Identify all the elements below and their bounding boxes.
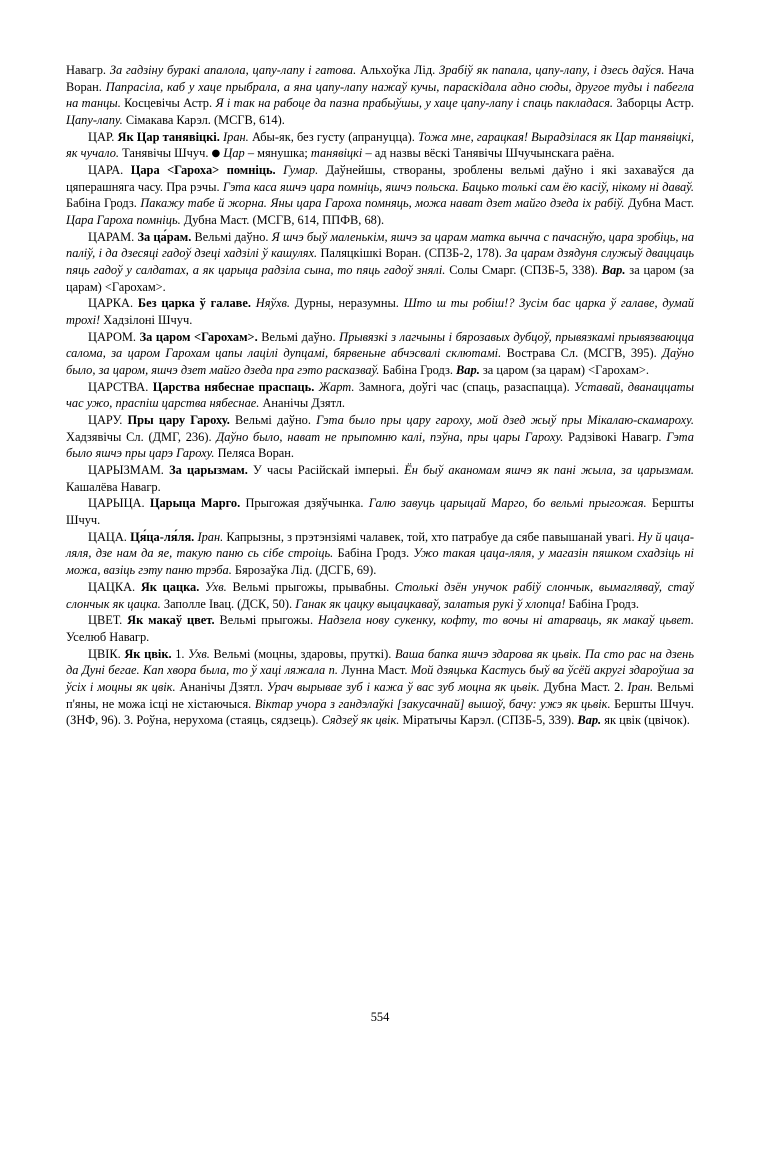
entry-text: Вар. [601, 263, 626, 278]
entry-text: Вострава Сл. (МСГВ, 395). [501, 346, 663, 361]
entry-text: Вар. [456, 363, 480, 378]
entry-text: Бершты Шчуч. [66, 496, 694, 528]
entry-text: ЦАРОМ. [88, 329, 140, 344]
entry-text: За гадзіну буракі апалола, цапу-лапу і гатова. [109, 63, 357, 77]
entry-text: Гумар. [275, 163, 326, 178]
entry-text: ЦАРЫЦА. [88, 496, 150, 511]
entry-text: ЦАЦА. [88, 529, 131, 544]
entry-text: ЦАРАМ. [88, 229, 138, 244]
entry-text: дванаццаты час ужо, праспіш царства нябеснае. [66, 379, 694, 411]
entry-text: Кашалёва Навагр. [66, 479, 161, 494]
entry-text: Жарт. [314, 379, 359, 394]
entry-text: Іран. [219, 129, 252, 144]
entry-text: ЦВІК. [88, 646, 125, 661]
entry-headword: Царыца Марго. [149, 496, 241, 511]
entry-text: Танявічы Шчуч. [119, 146, 212, 161]
entry-text: Міратычы Карэл. (СПЗБ-5, 339). [399, 713, 578, 728]
entry-text: Ухв. [199, 579, 233, 594]
entry-text: Прыгожая дзяўчынка. [240, 496, 369, 511]
entry-text: Даўно было, нават не прыпомню калі, пэўна, пры цары Гароху. [216, 429, 564, 444]
entry-text: Вельмі (моцны, здаровы, пруткі). [209, 646, 395, 661]
entry-text: Ганак як цацку выцацкаваў, залатыя рукі ў хлопца! [295, 596, 566, 611]
entry-text: Ужо такая цаца-ляля, у магазін пяшком схадзіць ні можа, вазіць гэту паню трэба. [66, 546, 694, 578]
entry-text: Наваг [66, 63, 97, 77]
entry-text: Я і так на рабоце да пазна прабыўшы, у хаце цапу-лапу і спаць пакладася. [215, 96, 613, 111]
entry-text: Дубна Маст. [624, 196, 694, 211]
dictionary-entry [66, 646, 694, 729]
entry-text: Вельмі даўно. [257, 329, 340, 344]
entry-text: Уселюб Навагр. [66, 629, 150, 644]
entry-text: Хадзілоні Шчуч. [100, 313, 193, 328]
entry-text: Капрызны, з прэтэнзіямі чалавек, той, хто патрабуе да сябе павышанай увагі. [226, 529, 638, 544]
entry-text: Бабіна Гродз. [66, 196, 141, 211]
entry-text: Ананічы Дзятл. [259, 396, 346, 411]
entry-headword: Без царка ў галаве. [137, 296, 251, 311]
entry-text: Даўно было, за царом, яшчэ дзет майго дзеда пра гэто расказваў. [66, 346, 694, 378]
entry-text: Папрасіла, каб у хаце прыбрала, а яна цапу-лапу нажаў кучы, параскідала адно сюды, другое туды і пабегла на танцы. [66, 79, 694, 111]
entry-text: Цапу-лапу. [66, 113, 123, 128]
entry-text: Даўнейшы, створаны, зроблены вельмі даўно і які захаваўся да цяперашняга часу. Пра рэчы. [66, 163, 694, 194]
entry-text: Пакажу табе й жорна. Яны цара Гароха помняць, можа нават дзет майго дзеда іх рабіў. [140, 196, 625, 211]
entry-text: Альхоўка Лід. [356, 63, 440, 77]
entry-text: ЦАЦКА. [88, 579, 141, 594]
entry-text: Мой дзяцька Кастусь быў ва ўсёй акругі здароўша за ўсіх і моцны як цвік. [66, 663, 695, 694]
entry-text: Дубна Маст. (МСГВ, 614, ППФВ, 68). [180, 213, 385, 228]
dictionary-entry [66, 295, 694, 328]
entry-text: Лунна Маст. [337, 663, 411, 678]
entry-text: Радзівокі Навагр. [563, 429, 667, 444]
entry-text: Солы Смарг. (СПЗБ-5, 338). [445, 263, 602, 278]
entry-text: Вельмі п'яны, не можа ісці не хістаючыся. [66, 679, 695, 711]
entry-text: Я шчэ быў маленькім, яшчэ за царам матка выччa с пачаснўю, цара зробіць, на паліў, і да дзесяці гадоў дзеці хадзілі ў кашулях. [66, 229, 694, 261]
entry-text: Прывязкі з лагчыны і бярозавых дубцоў, прывязкамі прывязваюцца салома, за царом Гарохам цапы лацілі дупцамі, бярвеньне абчэсвалі склютамі. [66, 329, 694, 361]
dictionary-entry [66, 62, 694, 129]
entry-text: Гэта было пры цару гароху, мой дзед жыў пры Мікалаю-скамароху. [316, 413, 694, 428]
entry-text: ЦАРКА. [88, 296, 138, 311]
entry-text: як цвік (цвічок). [601, 713, 690, 728]
entry-text: ЦАРА. [88, 163, 131, 178]
entry-text: Нача Воран. [66, 63, 694, 94]
entry-text: Уставай, [574, 379, 624, 394]
entry-text: Бабіна Гродз. [333, 546, 414, 561]
entry-headword: Царства нябеснае праспаць. [152, 379, 315, 394]
dictionary-entry [66, 462, 694, 495]
entry-text: Ён быў аканомам яшчэ як пані жыла, за царызмам. [404, 463, 695, 478]
entry-text: У часы Расійскай імперыі. [247, 463, 405, 478]
entry-text: ЦВЕТ. [88, 613, 128, 628]
entry-text: Ваша бапка яшчэ здарова як цьвік. Па сто рас на дзень да Дуні бегае. Кап хвора была, то ў хаці ляжала п. [66, 646, 694, 678]
entry-text: Гэта было яшчэ пры царэ Гароху. [66, 429, 694, 461]
entry-headword: Як Цар танявіцкі. [117, 129, 220, 144]
entry-text: Няўхв. [250, 296, 295, 311]
entry-text: ● [211, 148, 221, 160]
entry-text: Цара Гароха помніць. [66, 213, 181, 228]
entry-headword: Як цацка. [140, 579, 200, 594]
entry-text: Зрабіў як папала, цапу-лапу, і дзесь даўся. [439, 63, 665, 77]
entry-text: Іран. [194, 529, 227, 544]
dictionary-entry [66, 379, 694, 412]
entry-text: Замнога, доўгі час (спаць, разаспацца). [358, 379, 575, 394]
entry-text: Вельмі прыгожы. [214, 613, 318, 628]
entry-headword: Як макаў цвет. [127, 613, 215, 628]
entry-text: танявіцкі [310, 146, 363, 161]
entry-text: Ну й цаца-ляля, дзе нам да яе, такую паню сь сібе строіць. [66, 529, 694, 561]
entry-text: Бершты Шчуч. (ЗНФ, 96). 3. Роўна, нерухома (стаяць, сядзець). [66, 696, 694, 728]
dictionary-entry [66, 129, 694, 162]
entry-text: Столькі дзён унучок рабіў слончык, вымагляваў, стаў слончык як цацка. [66, 579, 694, 611]
entry-text: Ухв. [188, 646, 210, 661]
entry-text: Гэта каса яшчэ цара помніць, яшчэ польска. Бацько толькі сам ёю касіў, нікому ні даваў. [222, 179, 694, 194]
entry-text: Вельмі даўно. [229, 413, 317, 428]
entry-text: Цар [223, 146, 245, 161]
entry-headword: За царызмам. [169, 463, 248, 478]
entry-text: Бабіна Гродз. [379, 363, 457, 378]
entry-text: Сядзеў як цвік. [321, 713, 400, 728]
entry-text: Бярозаўка Лід. (ДСГБ, 69). [231, 563, 377, 578]
dictionary-entry [66, 529, 694, 579]
entry-text: Надзела нову сукенку, кофту, то вочы ні атарваць, як макаў цьвет. [317, 613, 694, 628]
entry-text: Вельмі даўно. [191, 229, 272, 244]
entry-text: Бабіна Гродз. [565, 596, 640, 611]
entry-text: ЦАР. [88, 129, 118, 144]
entry-text: ЦАРСТВА. [88, 379, 153, 394]
dictionary-entry [66, 612, 694, 645]
entry-text: Галю завуць царыцай Марго, бо вельмі прыгожая. [368, 496, 647, 511]
entry-text: Заполле Івац. (ДСК, 50). [160, 596, 296, 611]
dictionary-entry [66, 329, 694, 379]
entry-text: Іран. [627, 679, 654, 694]
entry-list [66, 62, 694, 729]
entry-text: Вар. [577, 713, 602, 728]
entry-text: За царам дзядуня служыў дваццаць пяць гадоў у салдатах, а як царыца радзіла сына, то пяць гадоў знялі. [66, 246, 694, 278]
entry-text: Вельмі прыгожы, прывабны. [232, 579, 395, 594]
entry-text: ЦАРЫЗМАМ. [88, 463, 170, 478]
entry-text: Што ш ты робіш!? Зусім бас царка ў галаве, думай трохі! [66, 296, 694, 328]
entry-headword: Цара <Гароха> помніць. [130, 163, 276, 178]
entry-text: Косцевічы Астр. [120, 96, 216, 111]
entry-text: – ад назвы вёскі Танявічы Шчучынскага раёна. [362, 146, 615, 161]
entry-text: за царом (за царам) <Гарохам>. [479, 363, 650, 378]
entry-headword: Як цвік. [124, 646, 172, 661]
dictionary-entry [66, 229, 694, 296]
entry-headword: Ця́ца-ля́ля. [130, 529, 195, 544]
page-number: 554 [370, 1010, 390, 1024]
entry-text: Дубна Маст. 2. [539, 679, 628, 694]
entry-text: Дурны, неразумны. [294, 296, 404, 311]
entry-text: Абы-як, без густу (апрануцца). [251, 129, 418, 144]
entry-text: Ананічы Дзятл. [175, 679, 267, 694]
entry-text: – мянушка; [244, 146, 311, 161]
dictionary-entry [66, 162, 694, 229]
entry-text: Сімакава Карэл. (МСГВ, 614). [122, 113, 285, 128]
entry-text: Заборцы Астр. [612, 96, 694, 111]
entry-text: 1. [171, 646, 189, 661]
entry-text: Віктар учора з гандэлаўкі [закусачнай] вышоў, бачу: ужэ як цьвік. [254, 696, 611, 711]
entry-text: Хадзявічы Сл. (ДМГ, 236). [66, 429, 217, 444]
entry-text: Пеляса Воран. [214, 446, 295, 461]
dictionary-entry [66, 579, 694, 612]
entry-text: за царом (за царам) <Гарохам>. [66, 263, 694, 294]
entry-text: р. [96, 63, 110, 77]
dictionary-entry [66, 412, 694, 462]
entry-text: Паляцкішкі Воран. (СПЗБ-2, 178). [317, 246, 506, 261]
entry-text: Урач вырывае зуб і кажа ў вас зуб моцна як цьвік. [266, 679, 540, 694]
dictionary-entry [66, 495, 694, 528]
entry-text: Тожа мне, гарацкая! Вырадзілася як Цар танявіцкі, як чучало. [66, 129, 694, 161]
entry-headword: За царом <Гарохам>. [139, 329, 258, 344]
entry-headword: За ца́рам. [137, 229, 192, 244]
entry-headword: Пры цару Гароху. [127, 413, 230, 428]
entry-text: ЦАРУ. [88, 413, 128, 428]
